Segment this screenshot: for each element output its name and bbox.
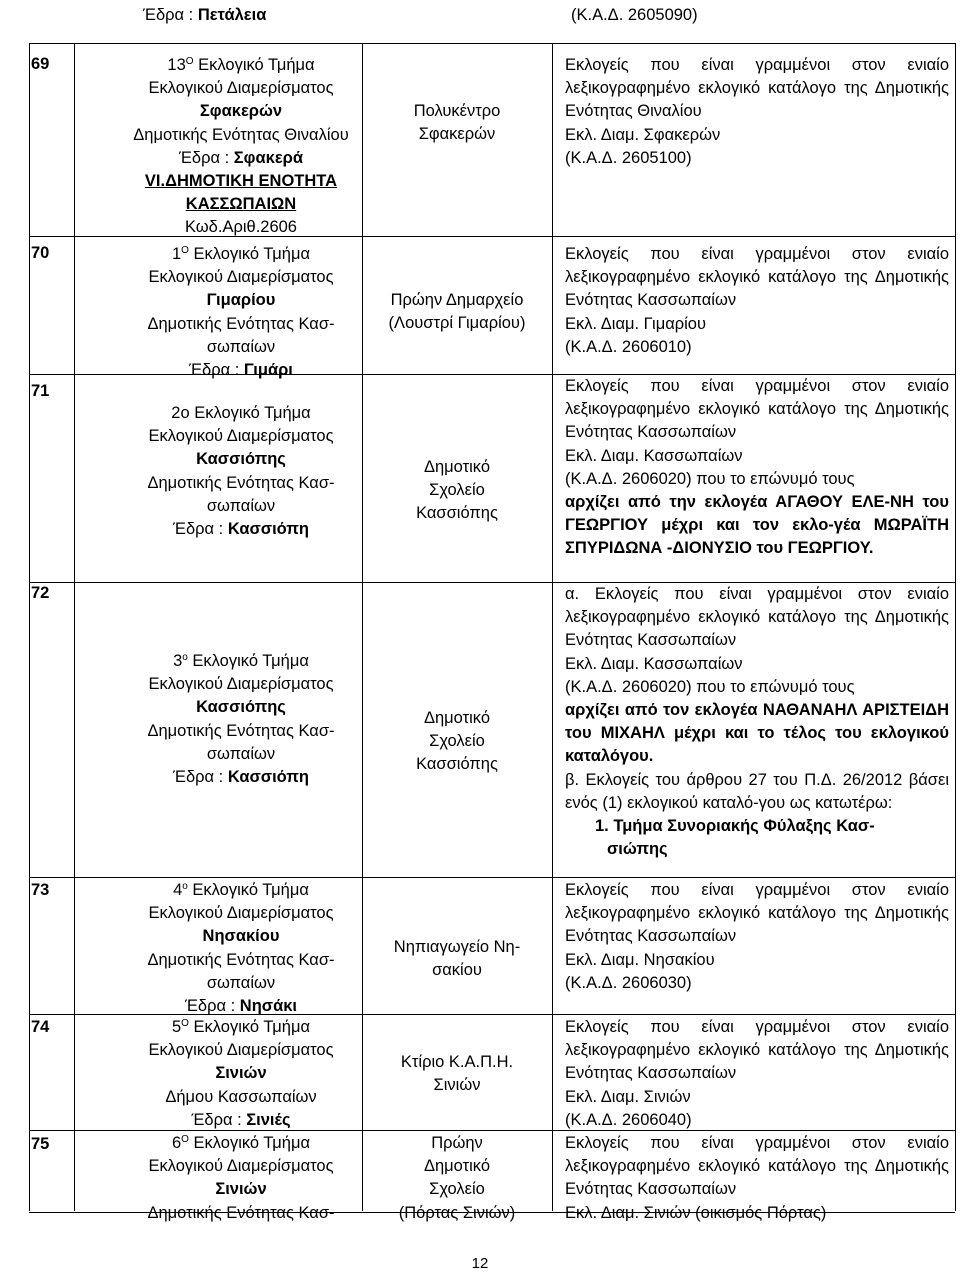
polling-section: 2ο Εκλογικό Τμήμα Εκλογικού Διαμερίσματος Κασσιόπης Δημοτικής Ενότητας Κασ- σωπαίων Έδρα : Κασσιόπη — [147, 404, 335, 539]
seat-name: Πετάλεια — [197, 6, 267, 24]
kad-code: (Κ.Α.Δ. 2605090) — [571, 6, 698, 24]
voter-scope: Εκλογείς που είναι γραμμένοι στον ενιαίο λεξικογραφημένο εκλογικό κατάλογο της Δημοτικής Ενότητας Κασσωπαίων Εκλ. Διαμ. Σινιών (οικισμός Πόρτας) — [565, 1134, 949, 1222]
voter-scope: Εκλογείς που είναι γραμμένοι στον ενιαίο λεξικογραφημένο εκλογικό κατάλογο της Δημοτικής Ενότητας Κασσωπαίων Εκλ. Διαμ. Νησακίου (Κ.Α.Δ. 2606030) — [565, 881, 949, 992]
polling-section: $6^O$ Εκλογικό Τμήμα Εκλογικού Διαμερίσματος Σινιών Δημοτικής Ενότητας Κασ- — [147, 1134, 335, 1222]
row-number: 72 — [31, 584, 50, 602]
row-number: 71 — [31, 382, 50, 400]
polling-place: Πολυκέντρο Σφακερών — [413, 102, 501, 144]
polling-section: $4^o$ Εκλογικό Τμήμα Εκλογικού Διαμερίσματος Νησακίου Δημοτικής Ενότητας Κασ- σωπαίων Έδρα : Νησάκι — [147, 881, 335, 1016]
row-number: 74 — [31, 1018, 50, 1036]
voter-scope: α. Εκλογείς που είναι γραμμένοι στον ενιαίο λεξικογραφημένο εκλογικό κατάλογο της Δημοτικής Ενότητας Κασσωπαίων Εκλ. Διαμ. Κασσωπαίων (Κ.Α.Δ. 2606020) που το επώνυμό τους αρχίζει από τον εκλογέα ΝΑΘΑΝΑΗΛ ΑΡΙΣΤΕΙΔΗ του ΜΙΧΑΗΛ μέχρι και το τέλος του εκλογικού καταλόγου. β. Εκλογείς του άρθρου 27 του Π.Δ. 26/2012 βάσει ενός (1) εκλογικού καταλό-γου ως κατωτέρω: 1. Τμήμα Συνοριακής Φύλαξης Κασ- σιώπης — [565, 585, 949, 859]
voter-scope: Εκλογείς που είναι γραμμένοι στον ενιαίο λεξικογραφημένο εκλογικό κατάλογο της Δημοτικής Ενότητας Κασσωπαίων Εκλ. Διαμ. Γιμαρίου (Κ.Α.Δ. 2606010) — [565, 245, 949, 356]
voter-scope: Εκλογείς που είναι γραμμένοι στον ενιαίο λεξικογραφημένο εκλογικό κατάλογο της Δημοτικής Ενότητας Κασσωπαίων Εκλ. Διαμ. Κασσωπαίων (Κ.Α.Δ. 2606020) που το επώνυμό τους αρχίζει από την εκλογέα ΑΓΑΘΟΥ ΕΛΕ-ΝΗ του ΓΕΩΡΓΙΟΥ μέχρι και τον εκλο-γέα ΜΩΡΑΪΤΗ ΣΠΥΡΙΔΩΝΑ -ΔΙΟΝΥΣΙΟ του ΓΕΩΡΓΙΟΥ. — [565, 377, 949, 558]
row-number: 69 — [31, 55, 50, 73]
polling-place: Πρώην Δημοτικό Σχολείο (Πόρτας Σινιών) — [398, 1134, 516, 1222]
row-number: 75 — [31, 1135, 50, 1153]
page-number: 12 — [471, 1255, 489, 1272]
polling-section: $13^O$ Εκλογικό Τμήμα Εκλογικού Διαμερίσματος Σφακερών Δημοτικής Ενότητας Θιναλίου Έδρα : Σφακερά VI.ΔΗΜΟΤΙΚΗ ΕΝΟΤΗΤΑ ΚΑΣΣΩΠΑΙΩΝ Κωδ.Αριθ.2606 — [133, 56, 349, 237]
polling-place: Δημοτικό Σχολείο Κασσιόπης — [416, 458, 498, 523]
seat-label: Έδρα : — [143, 6, 198, 24]
col-divider-1 — [74, 43, 75, 1211]
polling-place: Νηπιαγωγείο Νη- σακίου — [393, 938, 521, 980]
polling-section: $5^O$ Εκλογικό Τμήμα Εκλογικού Διαμερίσματος Σινιών Δήμου Κασσωπαίων Έδρα : Σινιές — [148, 1018, 334, 1129]
row-number: 73 — [31, 881, 50, 899]
voter-scope: Εκλογείς που είναι γραμμένοι στον ενιαίο λεξικογραφημένο εκλογικό κατάλογο της Δημοτικής Ενότητας Θιναλίου Εκλ. Διαμ. Σφακερών (Κ.Α.Δ. 2605100) — [565, 56, 949, 167]
polling-place: Πρώην Δημαρχείο (Λουστρί Γιμαρίου) — [388, 291, 526, 333]
table-border-right — [955, 43, 956, 1211]
row-divider — [29, 877, 955, 878]
continued-row-header — [0, 6, 960, 28]
col-divider-3 — [552, 43, 553, 1211]
voter-scope: Εκλογείς που είναι γραμμένοι στον ενιαίο λεξικογραφημένο εκλογικό κατάλογο της Δημοτικής Ενότητας Κασσωπαίων Εκλ. Διαμ. Σινιών (Κ.Α.Δ. 2606040) — [565, 1018, 949, 1129]
table-border-left — [29, 43, 30, 1211]
polling-place: Κτίριο Κ.Α.Π.Η. Σινιών — [400, 1053, 514, 1095]
polling-section: $1^O$ Εκλογικό Τμήμα Εκλογικού Διαμερίσματος Γιμαρίου Δημοτικής Ενότητας Κασ- σωπαίων Έδρα : Γιμάρι — [147, 245, 335, 380]
row-number: 70 — [31, 244, 50, 262]
polling-place: Δημοτικό Σχολείο Κασσιόπης — [416, 709, 498, 774]
polling-section: $3^o$ Εκλογικό Τμήμα Εκλογικού Διαμερίσματος Κασσιόπης Δημοτικής Ενότητας Κασ- σωπαίων Έδρα : Κασσιόπη — [147, 652, 335, 787]
